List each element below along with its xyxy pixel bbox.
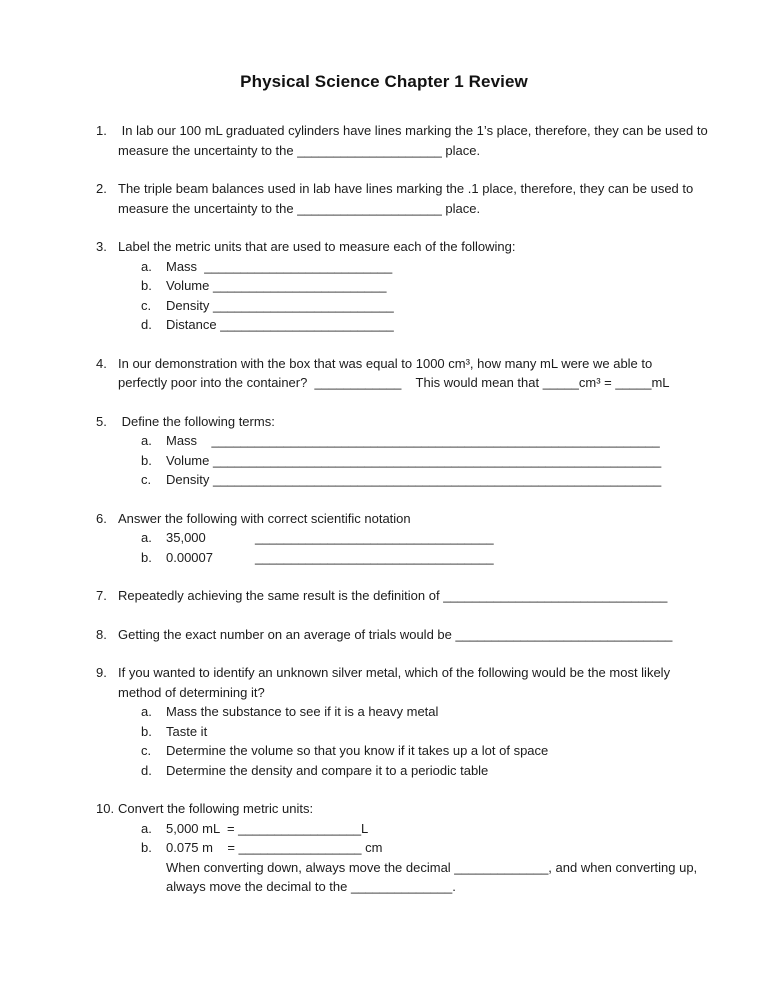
question-text: Answer the following with correct scientific notation [118,510,411,526]
continuation-text-with-blank: always move the decimal to the ______________. [166,879,456,894]
answer-choice [118,741,742,761]
question-8 [96,625,742,645]
sub-item-letter: c. [141,297,152,313]
sub-item-value: 35,000 [166,530,206,545]
sub-item-letter: c. [141,743,152,758]
sub-item [118,838,742,858]
sub-item [118,528,742,548]
answer-choice-text: Taste it [166,723,208,739]
sub-item-letter: d. [141,317,152,332]
sub-item [118,431,742,451]
sub-item-text-with-blank: Volume ________________________ [166,278,387,293]
worksheet-content [0,92,768,897]
question-3 [96,237,742,335]
sub-item-letter: a. [141,704,152,719]
question-number: 2. [96,181,107,196]
question-text: Convert the following metric units: [118,801,314,816]
question-number: 7. [96,588,107,603]
sub-item-letter: b. [141,840,152,855]
question-9 [96,663,742,780]
question-4 [96,354,742,393]
question-number: 5. [96,413,107,429]
question-text-with-blank: measure the uncertainty to the ____________________ place. [118,200,481,216]
sub-item-text-with-blank: Mass __________________________ [166,258,393,274]
sub-item [118,315,742,335]
question-5 [96,412,742,490]
question-text-with-blank: measure the uncertainty to the ____________________ place. [118,142,481,158]
question-text: The triple beam balances used in lab have lines marking the .1 place, therefore, they can be used to [118,181,694,196]
question-number: 9. [96,665,107,680]
sub-item-text-with-blank: Mass ______________________________________________________________ [166,433,660,448]
question-number: 8. [96,626,107,642]
question-number: 1. [96,123,107,138]
sub-item-letter: a. [141,820,152,836]
sub-item [118,296,742,316]
answer-blank: _________________________________ [255,530,494,545]
sub-item-letter: c. [141,472,152,487]
sub-item [118,470,742,490]
answer-blank: _________________________________ [255,549,494,565]
question-number: 4. [96,355,107,371]
question-text: If you wanted to identify an unknown silver metal, which of the following would be the most likely [118,665,671,680]
answer-choice [118,702,742,722]
question-text: Define the following terms: [118,413,275,429]
sub-item [118,819,742,839]
question-2 [96,179,742,218]
answer-choice-text: Mass the substance to see if it is a heavy metal [166,704,439,719]
question-text: Label the metric units that are used to measure each of the following: [118,239,516,254]
sub-item-letter: b. [141,278,152,293]
question-text: In our demonstration with the box that was equal to 1000 cm³, how many mL were we able to [118,355,653,371]
sub-item-value: 0.00007 [166,549,213,565]
answer-choice [118,761,742,781]
answer-choice-text: Determine the volume so that you know if it takes up a lot of space [166,743,549,758]
sub-item-letter: b. [141,723,152,739]
question-7 [96,586,742,606]
question-10 [96,799,742,897]
sub-item-letter: a. [141,433,152,448]
question-6 [96,509,742,568]
sub-item [118,548,742,568]
sub-item [118,451,742,471]
sub-item-text-with-blank: 5,000 mL = _________________L [166,820,369,836]
sub-item-text-with-blank: Distance ________________________ [166,317,394,332]
sub-item-letter: a. [141,258,152,274]
continuation-text-with-blank: When converting down, always move the decimal _____________, and when converting up, [166,859,698,875]
sub-item-letter: d. [141,762,152,778]
answer-choice-text: Determine the density and compare it to a periodic table [166,762,489,778]
sub-item-letter: b. [141,549,152,565]
question-number: 6. [96,510,107,526]
answer-choice [118,722,742,742]
sub-item-text-with-blank: Density _________________________ [166,297,394,313]
sub-item-text-with-blank: Volume ______________________________________________________________ [166,452,662,468]
sub-item-text-with-blank: Density ______________________________________________________________ [166,472,662,487]
question-text-with-blank: Getting the exact number on an average of trials would be ______________________________ [118,626,673,642]
question-text-with-blank: Repeatedly achieving the same result is the definition of _______________________________ [118,588,668,603]
sub-item-letter: b. [141,452,152,468]
sub-item [118,257,742,277]
sub-item-letter: a. [141,530,152,545]
sub-item-text-with-blank: 0.075 m = _________________ cm [166,840,383,855]
question-number: 10. [96,801,115,816]
sub-item [118,276,742,296]
question-1 [96,121,742,160]
question-number: 3. [96,239,107,254]
question-text: method of determining it? [118,684,265,700]
question-text-with-blank: perfectly poor into the container? ____________ This would mean that _____cm³ = _____mL [118,375,670,390]
question-text: In lab our 100 mL graduated cylinders have lines marking the 1’s place, therefore, they can be used to [118,123,708,138]
page-title: Physical Science Chapter 1 Review [240,72,528,91]
